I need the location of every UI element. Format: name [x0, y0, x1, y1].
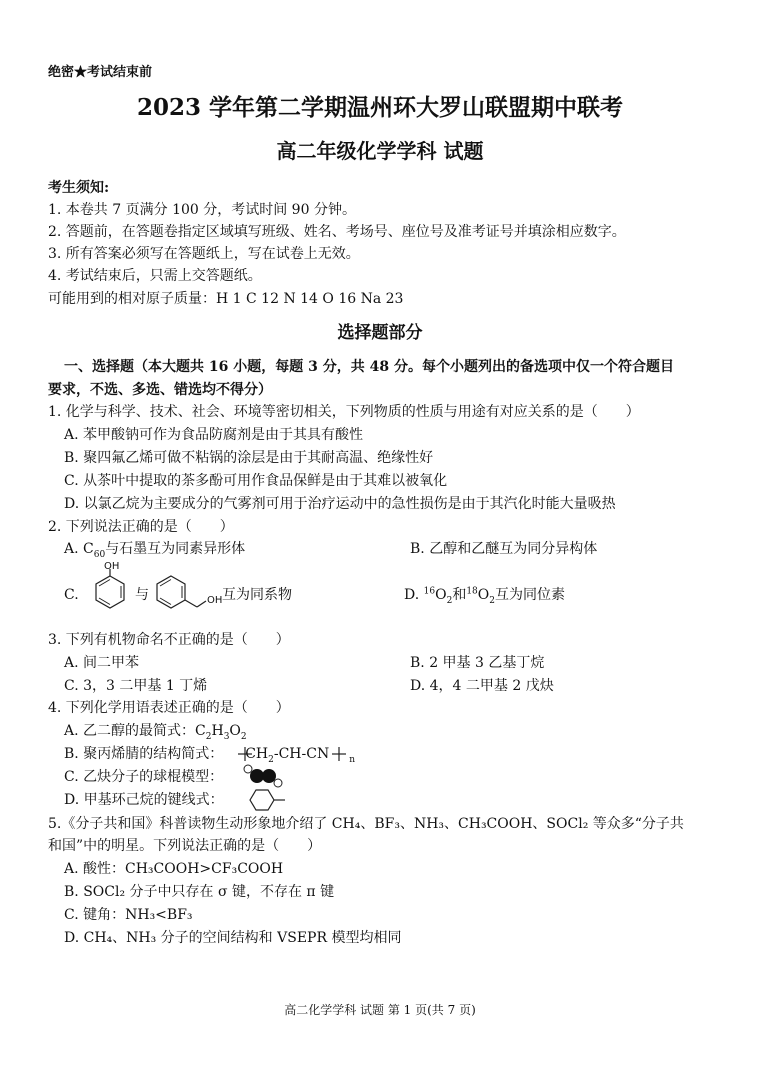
- page-footer: 高二化学学科 试题 第 1 页(共 7 页): [284, 1003, 476, 1017]
- q3-stem: 3. 下列有机物命名不正确的是（ ）: [48, 632, 290, 648]
- q5-stem: 5.《分子共和国》科普读物生动形象地介绍了 CH₄、BF₃、NH₃、CH₃COOH、SOCl₂ 等众多“分子共: [48, 816, 684, 832]
- q3-option-c: C. 3，3 二甲基 1 丁烯: [64, 678, 208, 694]
- q1-stem: 1. 化学与科学、技术、社会、环境等密切相关，下列物质的性质与用途有对应关系的是（ ）: [48, 404, 640, 420]
- methylcyclohexane-skeletal: [240, 786, 290, 814]
- polymer-brackets: [234, 744, 354, 764]
- q4-option-b: B. 聚丙烯腈的结构简式： $CH_2-CH-CN$ $_n$: [64, 746, 355, 765]
- notice-heading: 考生须知:: [48, 180, 110, 196]
- benzyl-oh-label: OH: [207, 595, 223, 606]
- exam-subtitle: 高二年级化学学科 试题: [276, 139, 484, 163]
- q5-stem-cont: 和国”中的明星。下列说法正确的是（ ）: [48, 838, 322, 854]
- q2-option-a: A. $C_{60}$与石墨互为同素异形体: [64, 541, 246, 560]
- phenol-oh-label: OH: [104, 561, 120, 572]
- q5-option-d: D. CH₄、NH₃ 分子的空间结构和 VSEPR 模型均相同: [64, 930, 402, 946]
- q4-option-a: A. 乙二醇的最简式：$C_2H_3O_2$: [64, 723, 247, 742]
- section-instruction: 要求，不选、多选、错选均不得分）: [48, 382, 272, 398]
- secret-mark: 绝密★考试结束前: [48, 65, 153, 80]
- q2-stem: 2. 下列说法正确的是（ ）: [48, 519, 234, 535]
- q2-option-c-label: C.: [64, 587, 79, 603]
- q1-option-d: D. 以氯乙烷为主要成分的气雾剂可用于治疗运动中的急性损伤是由于其汽化时能大量吸热: [64, 496, 616, 512]
- q5-option-c: C. 键角：NH₃<BF₃: [64, 907, 193, 923]
- q3-option-b: B. 2 甲基 3 乙基丁烷: [410, 655, 545, 671]
- q3-option-a: A. 间二甲苯: [64, 655, 140, 671]
- q1-option-b: B. 聚四氟乙烯可做不粘锅的涂层是由于其耐高温、绝缘性好: [64, 450, 434, 466]
- notice-item: 3. 所有答案必须写在答题纸上，写在试卷上无效。: [48, 246, 360, 262]
- q2-option-c-text: 互为同系物: [222, 587, 292, 603]
- atomic-masses: 可能用到的相对原子质量：H 1 C 12 N 14 O 16 Na 23: [48, 291, 404, 307]
- benzyl-alcohol-structure: [152, 574, 224, 614]
- section-instruction: 一、选择题（本大题共 16 小题，每题 3 分，共 48 分。每个小题列出的备选项中仅一个符合题目: [64, 359, 674, 375]
- q2-option-b: B. 乙醇和乙醚互为同分异构体: [410, 541, 598, 557]
- q4-option-d: D. 甲基环己烷的键线式：: [64, 792, 224, 808]
- q5-option-a: A. 酸性：CH₃COOH>CF₃COOH: [64, 861, 284, 877]
- notice-item: 1. 本卷共 7 页满分 100 分，考试时间 90 分钟。: [48, 202, 356, 218]
- q4-stem: 4. 下列化学用语表述正确的是（ ）: [48, 700, 290, 716]
- notice-item: 4. 考试结束后，只需上交答题纸。: [48, 268, 262, 284]
- section-title: 选择题部分: [337, 323, 423, 343]
- q3-option-d: D. 4，4 二甲基 2 戊炔: [410, 678, 554, 694]
- notice-item: 2. 答题前，在答题卷指定区域填写班级、姓名、考场号、座位号及准考证号并填涂相应数字。: [48, 224, 626, 240]
- q4-option-c: C. 乙炔分子的球棍模型：: [64, 769, 224, 785]
- q5-option-b: B. SOCl₂ 分子中只存在 σ 键，不存在 π 键: [64, 884, 335, 900]
- q2-option-c-and: 与: [135, 587, 149, 603]
- exam-title: 2023 学年第二学期温州环大罗山联盟期中联考: [136, 94, 624, 121]
- q1-option-a: A. 苯甲酸钠可作为食品防腐剂是由于其具有酸性: [64, 427, 364, 443]
- q1-option-c: C. 从茶叶中提取的茶多酚可用作食品保鲜是由于其难以被氧化: [64, 473, 448, 489]
- q2-option-d: D. $^{16}O_2$和$^{18}O_2$互为同位素: [404, 586, 565, 606]
